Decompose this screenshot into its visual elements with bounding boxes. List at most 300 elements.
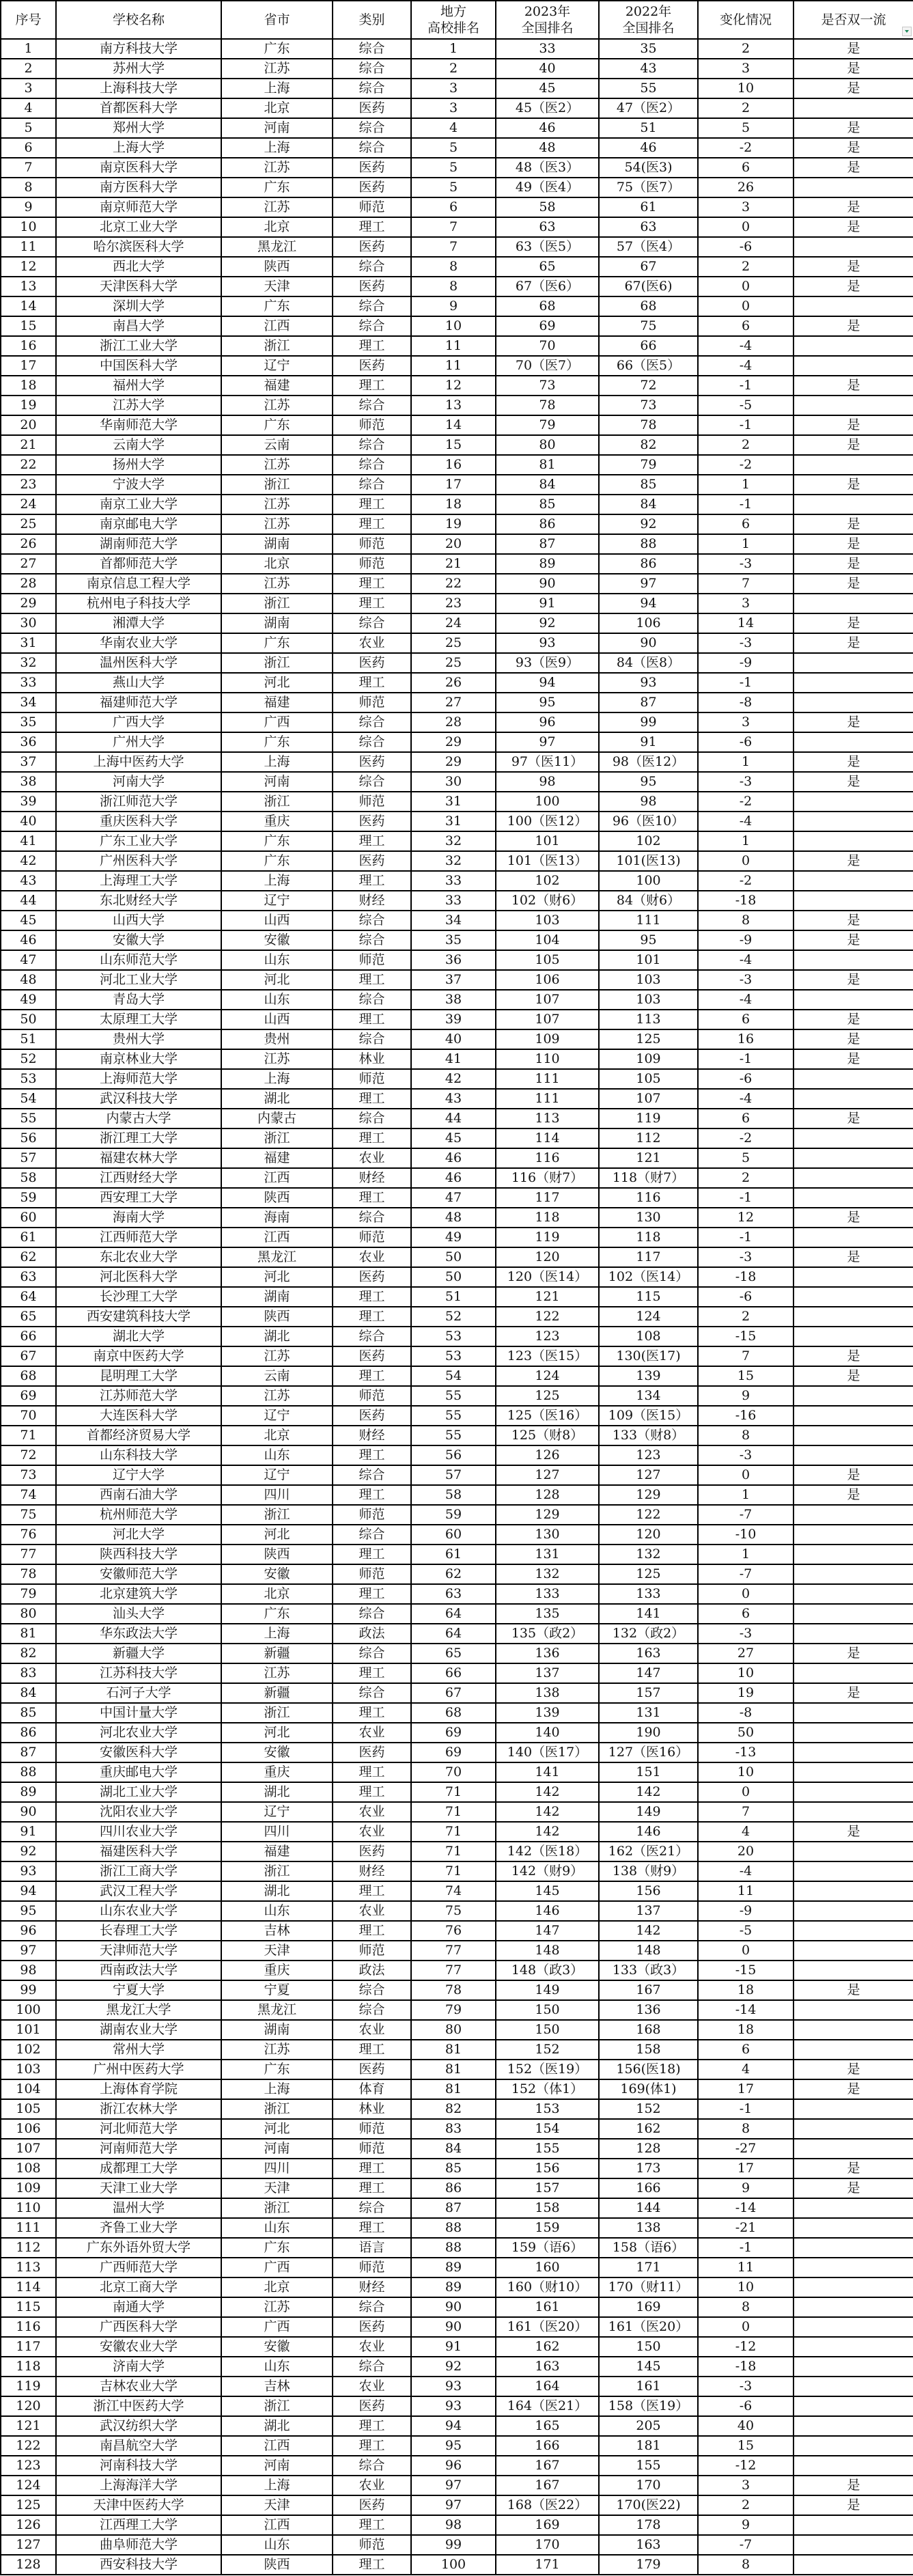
school-name-cell[interactable]: 成都理工大学	[56, 2159, 221, 2178]
rank-2022-cell[interactable]: 111	[599, 911, 698, 930]
double-first-class-cell[interactable]: 是	[793, 930, 913, 950]
rank-2023-cell[interactable]: 102（财6）	[496, 891, 599, 911]
change-cell[interactable]: -16	[698, 1406, 793, 1426]
rank-2023-cell[interactable]: 121	[496, 1287, 599, 1307]
local-rank-cell[interactable]: 99	[411, 2535, 496, 2555]
rank-2022-cell[interactable]: 51	[599, 118, 698, 138]
serial-cell[interactable]: 121	[1, 2416, 56, 2436]
serial-cell[interactable]: 6	[1, 138, 56, 158]
category-cell[interactable]: 理工	[333, 1307, 411, 1327]
rank-2023-cell[interactable]: 142	[496, 1782, 599, 1802]
rank-2022-cell[interactable]: 105	[599, 1069, 698, 1089]
serial-cell[interactable]: 87	[1, 1743, 56, 1762]
serial-cell[interactable]: 5	[1, 118, 56, 138]
rank-2023-cell[interactable]: 138	[496, 1683, 599, 1703]
school-name-cell[interactable]: 南昌大学	[56, 316, 221, 336]
local-rank-cell[interactable]: 46	[411, 1168, 496, 1188]
school-name-cell[interactable]: 华南师范大学	[56, 415, 221, 435]
rank-2023-cell[interactable]: 171	[496, 2555, 599, 2575]
rank-2022-cell[interactable]: 129	[599, 1485, 698, 1505]
double-first-class-cell[interactable]: 是	[793, 712, 913, 732]
local-rank-cell[interactable]: 53	[411, 1346, 496, 1366]
category-cell[interactable]: 综合	[333, 1604, 411, 1624]
serial-cell[interactable]: 124	[1, 2476, 56, 2495]
change-cell[interactable]: 8	[698, 2297, 793, 2317]
change-cell[interactable]: 5	[698, 1148, 793, 1168]
change-cell[interactable]: 2	[698, 39, 793, 59]
change-cell[interactable]: -4	[698, 1861, 793, 1881]
double-first-class-cell[interactable]	[793, 1941, 913, 1961]
category-cell[interactable]: 综合	[333, 930, 411, 950]
province-cell[interactable]: 广西	[221, 712, 333, 732]
rank-2022-cell[interactable]: 46	[599, 138, 698, 158]
change-cell[interactable]: 0	[698, 851, 793, 871]
category-cell[interactable]: 理工	[333, 2436, 411, 2456]
local-rank-cell[interactable]: 45	[411, 1128, 496, 1148]
double-first-class-cell[interactable]: 是	[793, 435, 913, 455]
rank-2023-cell[interactable]: 110	[496, 1049, 599, 1069]
rank-2022-cell[interactable]: 117	[599, 1247, 698, 1267]
rank-2022-cell[interactable]: 169(体1)	[599, 2079, 698, 2099]
school-name-cell[interactable]: 深圳大学	[56, 296, 221, 316]
province-cell[interactable]: 江苏	[221, 2297, 333, 2317]
local-rank-cell[interactable]: 39	[411, 1010, 496, 1029]
double-first-class-cell[interactable]	[793, 1861, 913, 1881]
rank-2023-cell[interactable]: 123（医15）	[496, 1346, 599, 1366]
rank-2023-cell[interactable]: 165	[496, 2416, 599, 2436]
school-name-cell[interactable]: 济南大学	[56, 2357, 221, 2377]
change-cell[interactable]: 7	[698, 1346, 793, 1366]
category-cell[interactable]: 理工	[333, 1485, 411, 1505]
local-rank-cell[interactable]: 33	[411, 891, 496, 911]
province-cell[interactable]: 广东	[221, 851, 333, 871]
rank-2023-cell[interactable]: 45	[496, 79, 599, 98]
double-first-class-cell[interactable]	[793, 1901, 913, 1921]
category-cell[interactable]: 医药	[333, 653, 411, 673]
rank-2022-cell[interactable]: 156(医18)	[599, 2060, 698, 2079]
category-cell[interactable]: 医药	[333, 752, 411, 772]
rank-2023-cell[interactable]: 117	[496, 1188, 599, 1208]
province-cell[interactable]: 上海	[221, 138, 333, 158]
rank-2023-cell[interactable]: 46	[496, 118, 599, 138]
local-rank-cell[interactable]: 85	[411, 2159, 496, 2178]
double-first-class-cell[interactable]: 是	[793, 1208, 913, 1228]
serial-cell[interactable]: 67	[1, 1346, 56, 1366]
rank-2023-cell[interactable]: 104	[496, 930, 599, 950]
local-rank-cell[interactable]: 97	[411, 2495, 496, 2515]
rank-2022-cell[interactable]: 119	[599, 1109, 698, 1128]
change-cell[interactable]: -1	[698, 1049, 793, 1069]
rank-2023-cell[interactable]: 142（财9）	[496, 1861, 599, 1881]
category-cell[interactable]: 财经	[333, 1168, 411, 1188]
school-name-cell[interactable]: 石河子大学	[56, 1683, 221, 1703]
rank-2022-cell[interactable]: 106	[599, 613, 698, 633]
change-cell[interactable]: -3	[698, 970, 793, 990]
serial-cell[interactable]: 69	[1, 1386, 56, 1406]
change-cell[interactable]: -27	[698, 2139, 793, 2159]
province-cell[interactable]: 安徽	[221, 1564, 333, 1584]
serial-cell[interactable]: 13	[1, 277, 56, 296]
category-cell[interactable]: 师范	[333, 693, 411, 712]
serial-cell[interactable]: 88	[1, 1762, 56, 1782]
province-cell[interactable]: 辽宁	[221, 356, 333, 376]
rank-2022-cell[interactable]: 133	[599, 1584, 698, 1604]
rank-2022-cell[interactable]: 132	[599, 1545, 698, 1564]
change-cell[interactable]: 8	[698, 911, 793, 930]
category-cell[interactable]: 医药	[333, 1743, 411, 1762]
province-cell[interactable]: 浙江	[221, 475, 333, 495]
serial-cell[interactable]: 90	[1, 1802, 56, 1822]
school-name-cell[interactable]: 内蒙古大学	[56, 1109, 221, 1128]
province-cell[interactable]: 山东	[221, 2535, 333, 2555]
school-name-cell[interactable]: 江苏科技大学	[56, 1663, 221, 1683]
province-cell[interactable]: 河北	[221, 970, 333, 990]
category-cell[interactable]: 财经	[333, 1861, 411, 1881]
double-first-class-cell[interactable]	[793, 891, 913, 911]
serial-cell[interactable]: 24	[1, 495, 56, 514]
rank-2022-cell[interactable]: 134	[599, 1386, 698, 1406]
local-rank-cell[interactable]: 3	[411, 79, 496, 98]
local-rank-cell[interactable]: 19	[411, 514, 496, 534]
rank-2022-cell[interactable]: 123	[599, 1445, 698, 1465]
rank-2023-cell[interactable]: 150	[496, 2000, 599, 2020]
serial-cell[interactable]: 99	[1, 1980, 56, 2000]
rank-2022-cell[interactable]: 109	[599, 1049, 698, 1069]
province-cell[interactable]: 浙江	[221, 336, 333, 356]
change-cell[interactable]: -14	[698, 2000, 793, 2020]
double-first-class-cell[interactable]: 是	[793, 1049, 913, 1069]
category-cell[interactable]: 综合	[333, 2456, 411, 2476]
school-name-cell[interactable]: 浙江农林大学	[56, 2099, 221, 2119]
rank-2023-cell[interactable]: 45（医2）	[496, 98, 599, 118]
rank-2022-cell[interactable]: 95	[599, 930, 698, 950]
rank-2022-cell[interactable]: 47（医2）	[599, 98, 698, 118]
rank-2023-cell[interactable]: 93（医9）	[496, 653, 599, 673]
category-cell[interactable]: 理工	[333, 831, 411, 851]
category-cell[interactable]: 综合	[333, 2297, 411, 2317]
rank-2022-cell[interactable]: 163	[599, 2535, 698, 2555]
category-cell[interactable]: 师范	[333, 197, 411, 217]
category-cell[interactable]: 理工	[333, 673, 411, 693]
change-cell[interactable]: 0	[698, 1782, 793, 1802]
serial-cell[interactable]: 51	[1, 1029, 56, 1049]
rank-2023-cell[interactable]: 84	[496, 475, 599, 495]
rank-2022-cell[interactable]: 132（政2）	[599, 1624, 698, 1644]
school-name-cell[interactable]: 山东师范大学	[56, 950, 221, 970]
serial-cell[interactable]: 15	[1, 316, 56, 336]
rank-2022-cell[interactable]: 98（医12）	[599, 752, 698, 772]
category-cell[interactable]: 理工	[333, 2416, 411, 2436]
change-cell[interactable]: 6	[698, 1010, 793, 1029]
rank-2022-cell[interactable]: 43	[599, 59, 698, 79]
category-cell[interactable]: 理工	[333, 871, 411, 891]
province-cell[interactable]: 河北	[221, 1267, 333, 1287]
serial-cell[interactable]: 45	[1, 911, 56, 930]
change-cell[interactable]: 8	[698, 2555, 793, 2575]
serial-cell[interactable]: 53	[1, 1069, 56, 1089]
category-cell[interactable]: 农业	[333, 633, 411, 653]
rank-2022-cell[interactable]: 109（医15）	[599, 1406, 698, 1426]
school-name-cell[interactable]: 武汉纺织大学	[56, 2416, 221, 2436]
local-rank-cell[interactable]: 2	[411, 59, 496, 79]
local-rank-cell[interactable]: 41	[411, 1049, 496, 1069]
category-cell[interactable]: 综合	[333, 396, 411, 415]
double-first-class-cell[interactable]: 是	[793, 376, 913, 396]
province-cell[interactable]: 江西	[221, 2436, 333, 2456]
school-name-cell[interactable]: 河北师范大学	[56, 2119, 221, 2139]
change-cell[interactable]: 6	[698, 514, 793, 534]
province-cell[interactable]: 广东	[221, 2060, 333, 2079]
double-first-class-cell[interactable]	[793, 1128, 913, 1148]
rank-2023-cell[interactable]: 119	[496, 1228, 599, 1247]
rank-2022-cell[interactable]: 85	[599, 475, 698, 495]
category-cell[interactable]: 综合	[333, 911, 411, 930]
serial-cell[interactable]: 76	[1, 1525, 56, 1545]
rank-2023-cell[interactable]: 80	[496, 435, 599, 455]
school-name-cell[interactable]: 北京工商大学	[56, 2277, 221, 2297]
rank-2023-cell[interactable]: 101	[496, 831, 599, 851]
change-cell[interactable]: 10	[698, 1762, 793, 1782]
category-cell[interactable]: 医药	[333, 98, 411, 118]
local-rank-cell[interactable]: 64	[411, 1604, 496, 1624]
province-cell[interactable]: 河南	[221, 2139, 333, 2159]
province-cell[interactable]: 辽宁	[221, 1802, 333, 1822]
category-cell[interactable]: 师范	[333, 2139, 411, 2159]
serial-cell[interactable]: 41	[1, 831, 56, 851]
double-first-class-cell[interactable]	[793, 1168, 913, 1188]
change-cell[interactable]: -6	[698, 1069, 793, 1089]
school-name-cell[interactable]: 天津工业大学	[56, 2178, 221, 2198]
category-cell[interactable]: 农业	[333, 1901, 411, 1921]
rank-2022-cell[interactable]: 115	[599, 1287, 698, 1307]
serial-cell[interactable]: 11	[1, 237, 56, 257]
rank-2023-cell[interactable]: 100	[496, 792, 599, 812]
serial-cell[interactable]: 96	[1, 1921, 56, 1941]
change-cell[interactable]: 2	[698, 257, 793, 277]
school-name-cell[interactable]: 南通大学	[56, 2297, 221, 2317]
double-first-class-cell[interactable]	[793, 2119, 913, 2139]
province-cell[interactable]: 山东	[221, 2357, 333, 2377]
change-cell[interactable]: -4	[698, 356, 793, 376]
change-cell[interactable]: -2	[698, 792, 793, 812]
local-rank-cell[interactable]: 71	[411, 1822, 496, 1842]
category-cell[interactable]: 师范	[333, 534, 411, 554]
province-cell[interactable]: 山西	[221, 911, 333, 930]
local-rank-cell[interactable]: 27	[411, 693, 496, 712]
change-cell[interactable]: 1	[698, 1485, 793, 1505]
rank-2023-cell[interactable]: 132	[496, 1564, 599, 1584]
double-first-class-cell[interactable]	[793, 594, 913, 613]
category-cell[interactable]: 理工	[333, 2159, 411, 2178]
rank-2022-cell[interactable]: 101	[599, 950, 698, 970]
double-first-class-cell[interactable]: 是	[793, 1485, 913, 1505]
change-cell[interactable]: 0	[698, 2317, 793, 2337]
school-name-cell[interactable]: 河南师范大学	[56, 2139, 221, 2159]
school-name-cell[interactable]: 吉林农业大学	[56, 2377, 221, 2396]
local-rank-cell[interactable]: 89	[411, 2258, 496, 2277]
province-cell[interactable]: 江苏	[221, 396, 333, 415]
change-cell[interactable]: -1	[698, 376, 793, 396]
serial-cell[interactable]: 105	[1, 2099, 56, 2119]
province-cell[interactable]: 广东	[221, 633, 333, 653]
serial-cell[interactable]: 80	[1, 1604, 56, 1624]
province-cell[interactable]: 四川	[221, 1485, 333, 1505]
category-cell[interactable]: 农业	[333, 2377, 411, 2396]
category-cell[interactable]: 理工	[333, 1287, 411, 1307]
province-cell[interactable]: 广东	[221, 415, 333, 435]
header-serial[interactable]: 序号	[1, 1, 56, 39]
local-rank-cell[interactable]: 33	[411, 871, 496, 891]
school-name-cell[interactable]: 湖北大学	[56, 1327, 221, 1346]
double-first-class-cell[interactable]	[793, 336, 913, 356]
local-rank-cell[interactable]: 82	[411, 2099, 496, 2119]
rank-2022-cell[interactable]: 131	[599, 1703, 698, 1723]
rank-2022-cell[interactable]: 87	[599, 693, 698, 712]
change-cell[interactable]: -1	[698, 2238, 793, 2258]
rank-2023-cell[interactable]: 130	[496, 1525, 599, 1545]
serial-cell[interactable]: 120	[1, 2396, 56, 2416]
double-first-class-cell[interactable]	[793, 1406, 913, 1426]
province-cell[interactable]: 江苏	[221, 158, 333, 178]
rank-2023-cell[interactable]: 166	[496, 2436, 599, 2456]
category-cell[interactable]: 财经	[333, 2277, 411, 2297]
school-name-cell[interactable]: 东北财经大学	[56, 891, 221, 911]
rank-2023-cell[interactable]: 157	[496, 2178, 599, 2198]
change-cell[interactable]: 18	[698, 2020, 793, 2040]
rank-2023-cell[interactable]: 145	[496, 1881, 599, 1901]
category-cell[interactable]: 医药	[333, 2396, 411, 2416]
change-cell[interactable]: -14	[698, 2198, 793, 2218]
province-cell[interactable]: 江苏	[221, 574, 333, 594]
serial-cell[interactable]: 94	[1, 1881, 56, 1901]
double-first-class-cell[interactable]: 是	[793, 277, 913, 296]
double-first-class-cell[interactable]	[793, 1624, 913, 1644]
rank-2023-cell[interactable]: 152（医19）	[496, 2060, 599, 2079]
school-name-cell[interactable]: 青岛大学	[56, 990, 221, 1010]
rank-2023-cell[interactable]: 48（医3）	[496, 158, 599, 178]
province-cell[interactable]: 湖南	[221, 613, 333, 633]
change-cell[interactable]: -6	[698, 732, 793, 752]
double-first-class-cell[interactable]	[793, 812, 913, 831]
change-cell[interactable]: 5	[698, 118, 793, 138]
province-cell[interactable]: 陕西	[221, 1188, 333, 1208]
rank-2022-cell[interactable]: 86	[599, 554, 698, 574]
category-cell[interactable]: 农业	[333, 1822, 411, 1842]
serial-cell[interactable]: 10	[1, 217, 56, 237]
rank-2023-cell[interactable]: 49（医4）	[496, 178, 599, 197]
local-rank-cell[interactable]: 51	[411, 1287, 496, 1307]
local-rank-cell[interactable]: 25	[411, 633, 496, 653]
change-cell[interactable]: 17	[698, 2079, 793, 2099]
category-cell[interactable]: 师范	[333, 950, 411, 970]
rank-2022-cell[interactable]: 100	[599, 871, 698, 891]
change-cell[interactable]: -1	[698, 1188, 793, 1208]
serial-cell[interactable]: 9	[1, 197, 56, 217]
school-name-cell[interactable]: 浙江工业大学	[56, 336, 221, 356]
serial-cell[interactable]: 44	[1, 891, 56, 911]
province-cell[interactable]: 广西	[221, 2258, 333, 2277]
change-cell[interactable]: -6	[698, 1287, 793, 1307]
school-name-cell[interactable]: 南京工业大学	[56, 495, 221, 514]
province-cell[interactable]: 北京	[221, 1426, 333, 1445]
school-name-cell[interactable]: 华南农业大学	[56, 633, 221, 653]
rank-2023-cell[interactable]: 93	[496, 633, 599, 653]
local-rank-cell[interactable]: 57	[411, 1465, 496, 1485]
school-name-cell[interactable]: 广西师范大学	[56, 2258, 221, 2277]
school-name-cell[interactable]: 太原理工大学	[56, 1010, 221, 1029]
change-cell[interactable]: 1	[698, 475, 793, 495]
province-cell[interactable]: 天津	[221, 277, 333, 296]
category-cell[interactable]: 综合	[333, 118, 411, 138]
province-cell[interactable]: 吉林	[221, 1921, 333, 1941]
category-cell[interactable]: 理工	[333, 1445, 411, 1465]
category-cell[interactable]: 综合	[333, 79, 411, 98]
header-category[interactable]: 类别	[333, 1, 411, 39]
local-rank-cell[interactable]: 23	[411, 594, 496, 613]
double-first-class-cell[interactable]	[793, 1663, 913, 1683]
rank-2023-cell[interactable]: 169	[496, 2515, 599, 2535]
double-first-class-cell[interactable]	[793, 2377, 913, 2396]
local-rank-cell[interactable]: 50	[411, 1267, 496, 1287]
category-cell[interactable]: 医药	[333, 851, 411, 871]
serial-cell[interactable]: 95	[1, 1901, 56, 1921]
school-name-cell[interactable]: 海南大学	[56, 1208, 221, 1228]
rank-2023-cell[interactable]: 164（医21）	[496, 2396, 599, 2416]
rank-2023-cell[interactable]: 63（医5）	[496, 237, 599, 257]
change-cell[interactable]: -3	[698, 554, 793, 574]
province-cell[interactable]: 陕西	[221, 257, 333, 277]
province-cell[interactable]: 江西	[221, 1228, 333, 1247]
category-cell[interactable]: 理工	[333, 574, 411, 594]
province-cell[interactable]: 北京	[221, 98, 333, 118]
school-name-cell[interactable]: 湖南师范大学	[56, 534, 221, 554]
change-cell[interactable]: -5	[698, 396, 793, 415]
change-cell[interactable]: -18	[698, 2357, 793, 2377]
double-first-class-cell[interactable]: 是	[793, 79, 913, 98]
province-cell[interactable]: 辽宁	[221, 1465, 333, 1485]
rank-2022-cell[interactable]: 125	[599, 1564, 698, 1584]
rank-2023-cell[interactable]: 135	[496, 1604, 599, 1624]
category-cell[interactable]: 理工	[333, 217, 411, 237]
rank-2022-cell[interactable]: 54(医3)	[599, 158, 698, 178]
local-rank-cell[interactable]: 94	[411, 2416, 496, 2436]
category-cell[interactable]: 医药	[333, 237, 411, 257]
rank-2022-cell[interactable]: 178	[599, 2515, 698, 2535]
double-first-class-cell[interactable]: 是	[793, 970, 913, 990]
rank-2023-cell[interactable]: 67（医6）	[496, 277, 599, 296]
serial-cell[interactable]: 43	[1, 871, 56, 891]
double-first-class-cell[interactable]	[793, 1089, 913, 1109]
school-name-cell[interactable]: 山东科技大学	[56, 1445, 221, 1465]
category-cell[interactable]: 理工	[333, 336, 411, 356]
school-name-cell[interactable]: 南京医科大学	[56, 158, 221, 178]
change-cell[interactable]: 6	[698, 316, 793, 336]
rank-2022-cell[interactable]: 127（医16）	[599, 1743, 698, 1762]
category-cell[interactable]: 师范	[333, 1564, 411, 1584]
province-cell[interactable]: 山东	[221, 990, 333, 1010]
rank-2023-cell[interactable]: 160（财10）	[496, 2277, 599, 2297]
province-cell[interactable]: 重庆	[221, 812, 333, 831]
rank-2022-cell[interactable]: 190	[599, 1723, 698, 1743]
school-name-cell[interactable]: 南京信息工程大学	[56, 574, 221, 594]
category-cell[interactable]: 农业	[333, 2020, 411, 2040]
serial-cell[interactable]: 26	[1, 534, 56, 554]
school-name-cell[interactable]: 大连医科大学	[56, 1406, 221, 1426]
serial-cell[interactable]: 40	[1, 812, 56, 831]
double-first-class-cell[interactable]	[793, 831, 913, 851]
double-first-class-cell[interactable]: 是	[793, 2476, 913, 2495]
category-cell[interactable]: 综合	[333, 1980, 411, 2000]
